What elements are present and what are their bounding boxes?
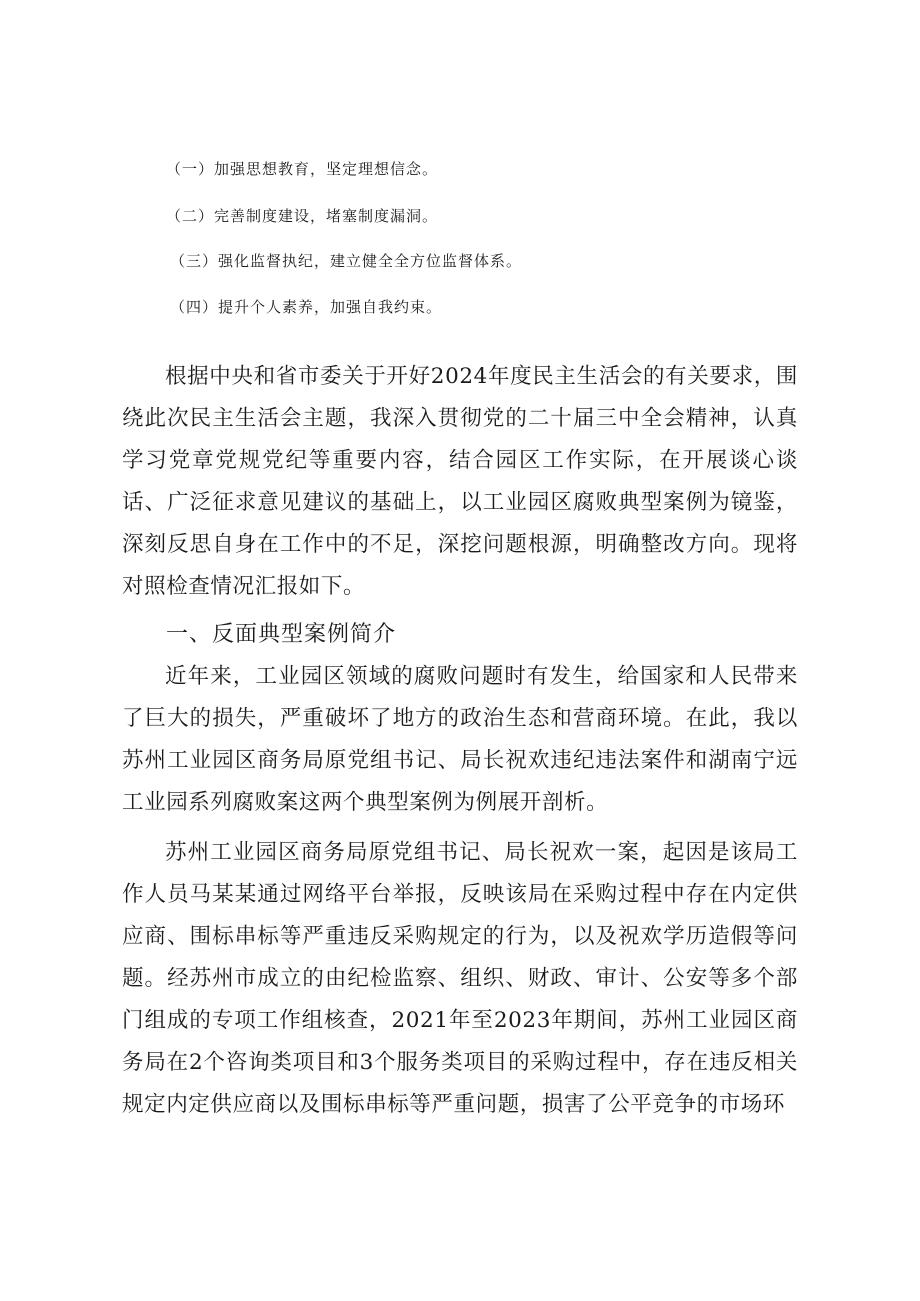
section-paragraph-2: 苏州工业园区商务局原党组书记、局长祝欢一案，起因是该局工作人员马某某通过网络平台举报，反映该局在采购过程中存在内定供应商、围标串标等严重违反采购规定的行为，以及祝欢学历造假等问题。经苏州市成立的由纪检监察、组织、财政、审计、公安等多个部门组成的专项工作组核查，2021年至2023年期间，苏州工业园区商务局在2个咨询类项目和3个服务类项目的采购过程中，存在违反相关规定内定供应商以及围标串标等严重问题，损害了公平竞争的市场环 [122,840,798,1117]
intro-paragraph: 根据中央和省市委关于开好2024年度民主生活会的有关要求，围绕此次民主生活会主题，我深入贯彻党的二十届三中全会精神，认真学习党章党规党纪等重要内容，结合园区工作实际，在开展谈心谈话、广泛征求意见建议的基础上，以工业园区腐败典型案例为镜鉴，深刻反思自身在工作中的不足，深挖问题根源，明确整改方向。现将对照检查情况汇报如下。 [122,364,798,599]
section-heading: 一、反面典型案例简介 [166,622,397,647]
section-paragraph-1: 近年来，工业园区领域的腐败问题时有发生，给国家和人民带来了巨大的损失，严重破坏了地方的政治生态和营商环境。在此，我以苏州工业园区商务局原党组书记、局长祝欢违纪违法案件和湖南宁远工业园系列腐败案这两个典型案例为例展开剖析。 [122,664,798,815]
outline-item-1: （一）加强思想教育，坚定理想信念。 [166,160,439,178]
outline-item-4: （四）提升个人素养，加强自我约束。 [170,298,443,316]
outline-item-3: （三）强化监督执纪，建立健全全方位监督体系。 [170,252,523,270]
outline-item-2: （二）完善制度建设，堵塞制度漏洞。 [166,207,439,225]
